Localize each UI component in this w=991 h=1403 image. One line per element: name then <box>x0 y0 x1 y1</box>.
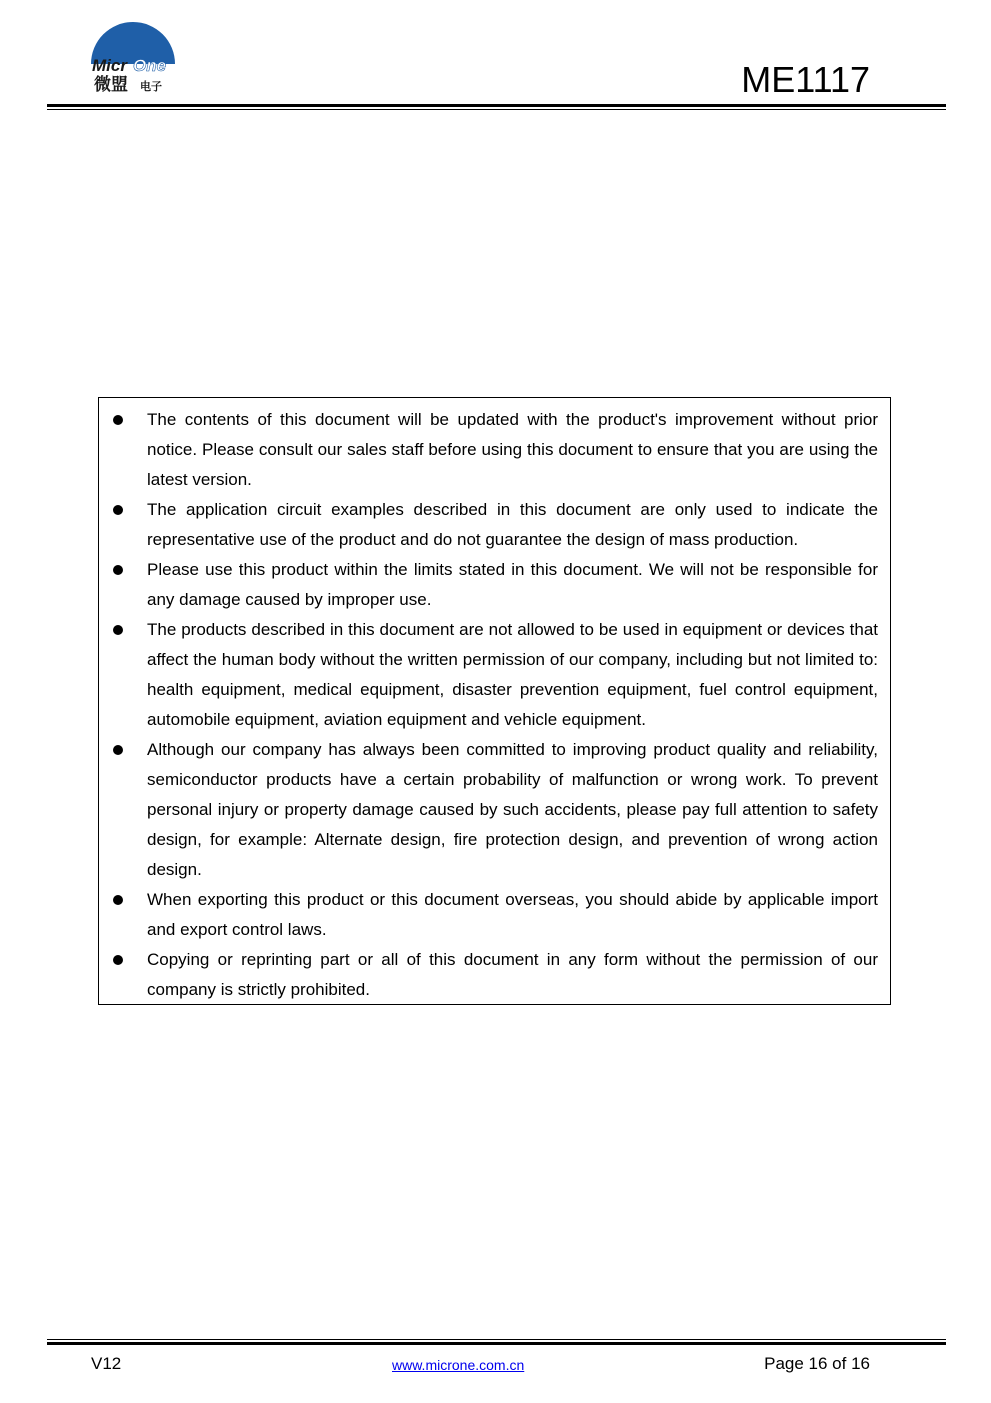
footer-rule-thick <box>47 1342 946 1345</box>
disclaimer-item <box>112 405 878 495</box>
disclaimer-text: Copying or reprinting part or all of this document in any form without the permission of our company is strictly prohibited. <box>147 950 878 999</box>
disclaimer-text: The contents of this document will be updated with the product's improvement without prior notice. Please consult our sales staff before using this document to ensure that you are using the latest version. <box>147 410 878 489</box>
footer-page-number: Page 16 of 16 <box>764 1354 870 1373</box>
disclaimer-box <box>98 397 891 1005</box>
logo-brand-micr: Micr <box>92 56 127 75</box>
disclaimer-item <box>112 945 878 1005</box>
disclaimer-item <box>112 735 878 885</box>
header-rule-thick <box>47 104 946 107</box>
microne-logo-graphic <box>88 16 178 96</box>
disclaimer-text: When exporting this product or this document overseas, you should abide by applicable import and export control laws. <box>147 890 878 939</box>
disclaimer-text: The products described in this document are not allowed to be used in equipment or devices that affect the human body without the written permission of our company, including but not limited to: health equipment, medical equipment, disaster prevention equipment, fuel control equipment, automobile equipment, aviation equipment and vehicle equipment. <box>147 620 878 729</box>
logo-chinese-small: 电子 <box>140 80 162 93</box>
bullet-icon <box>113 415 123 425</box>
disclaimer-item <box>112 555 878 615</box>
bullet-icon <box>113 955 123 965</box>
disclaimer-text: Please use this product within the limits stated in this document. We will not be responsible for any damage caused by improper use. <box>147 560 878 609</box>
logo-chinese-main: 微盟 <box>94 75 128 95</box>
footer-website-link[interactable]: www.microne.com.cn <box>392 1357 525 1373</box>
header-rule-thin <box>47 109 946 110</box>
bullet-icon <box>113 895 123 905</box>
footer-rule-thin <box>47 1339 946 1340</box>
company-logo <box>88 16 178 96</box>
disclaimer-item <box>112 615 878 735</box>
disclaimer-text: The application circuit examples described in this document are only used to indicate the representative use of the product and do not guarantee the design of mass production. <box>147 500 878 549</box>
disclaimer-item <box>112 885 878 945</box>
logo-brand-one: One <box>133 56 167 75</box>
disclaimer-list <box>112 405 878 1005</box>
bullet-icon <box>113 625 123 635</box>
bullet-icon <box>113 505 123 515</box>
bullet-icon <box>113 565 123 575</box>
footer-version: V12 <box>91 1354 122 1373</box>
disclaimer-item <box>112 495 878 555</box>
disclaimer-text: Although our company has always been committed to improving product quality and reliability, semiconductor products have a certain probability of malfunction or wrong work. To prevent personal injury or property damage caused by such accidents, please pay full attention to safety design, for example: Alternate design, fire protection design, and prevention of wrong action design. <box>147 740 878 879</box>
document-title: ME1117 <box>741 59 870 100</box>
bullet-icon <box>113 745 123 755</box>
